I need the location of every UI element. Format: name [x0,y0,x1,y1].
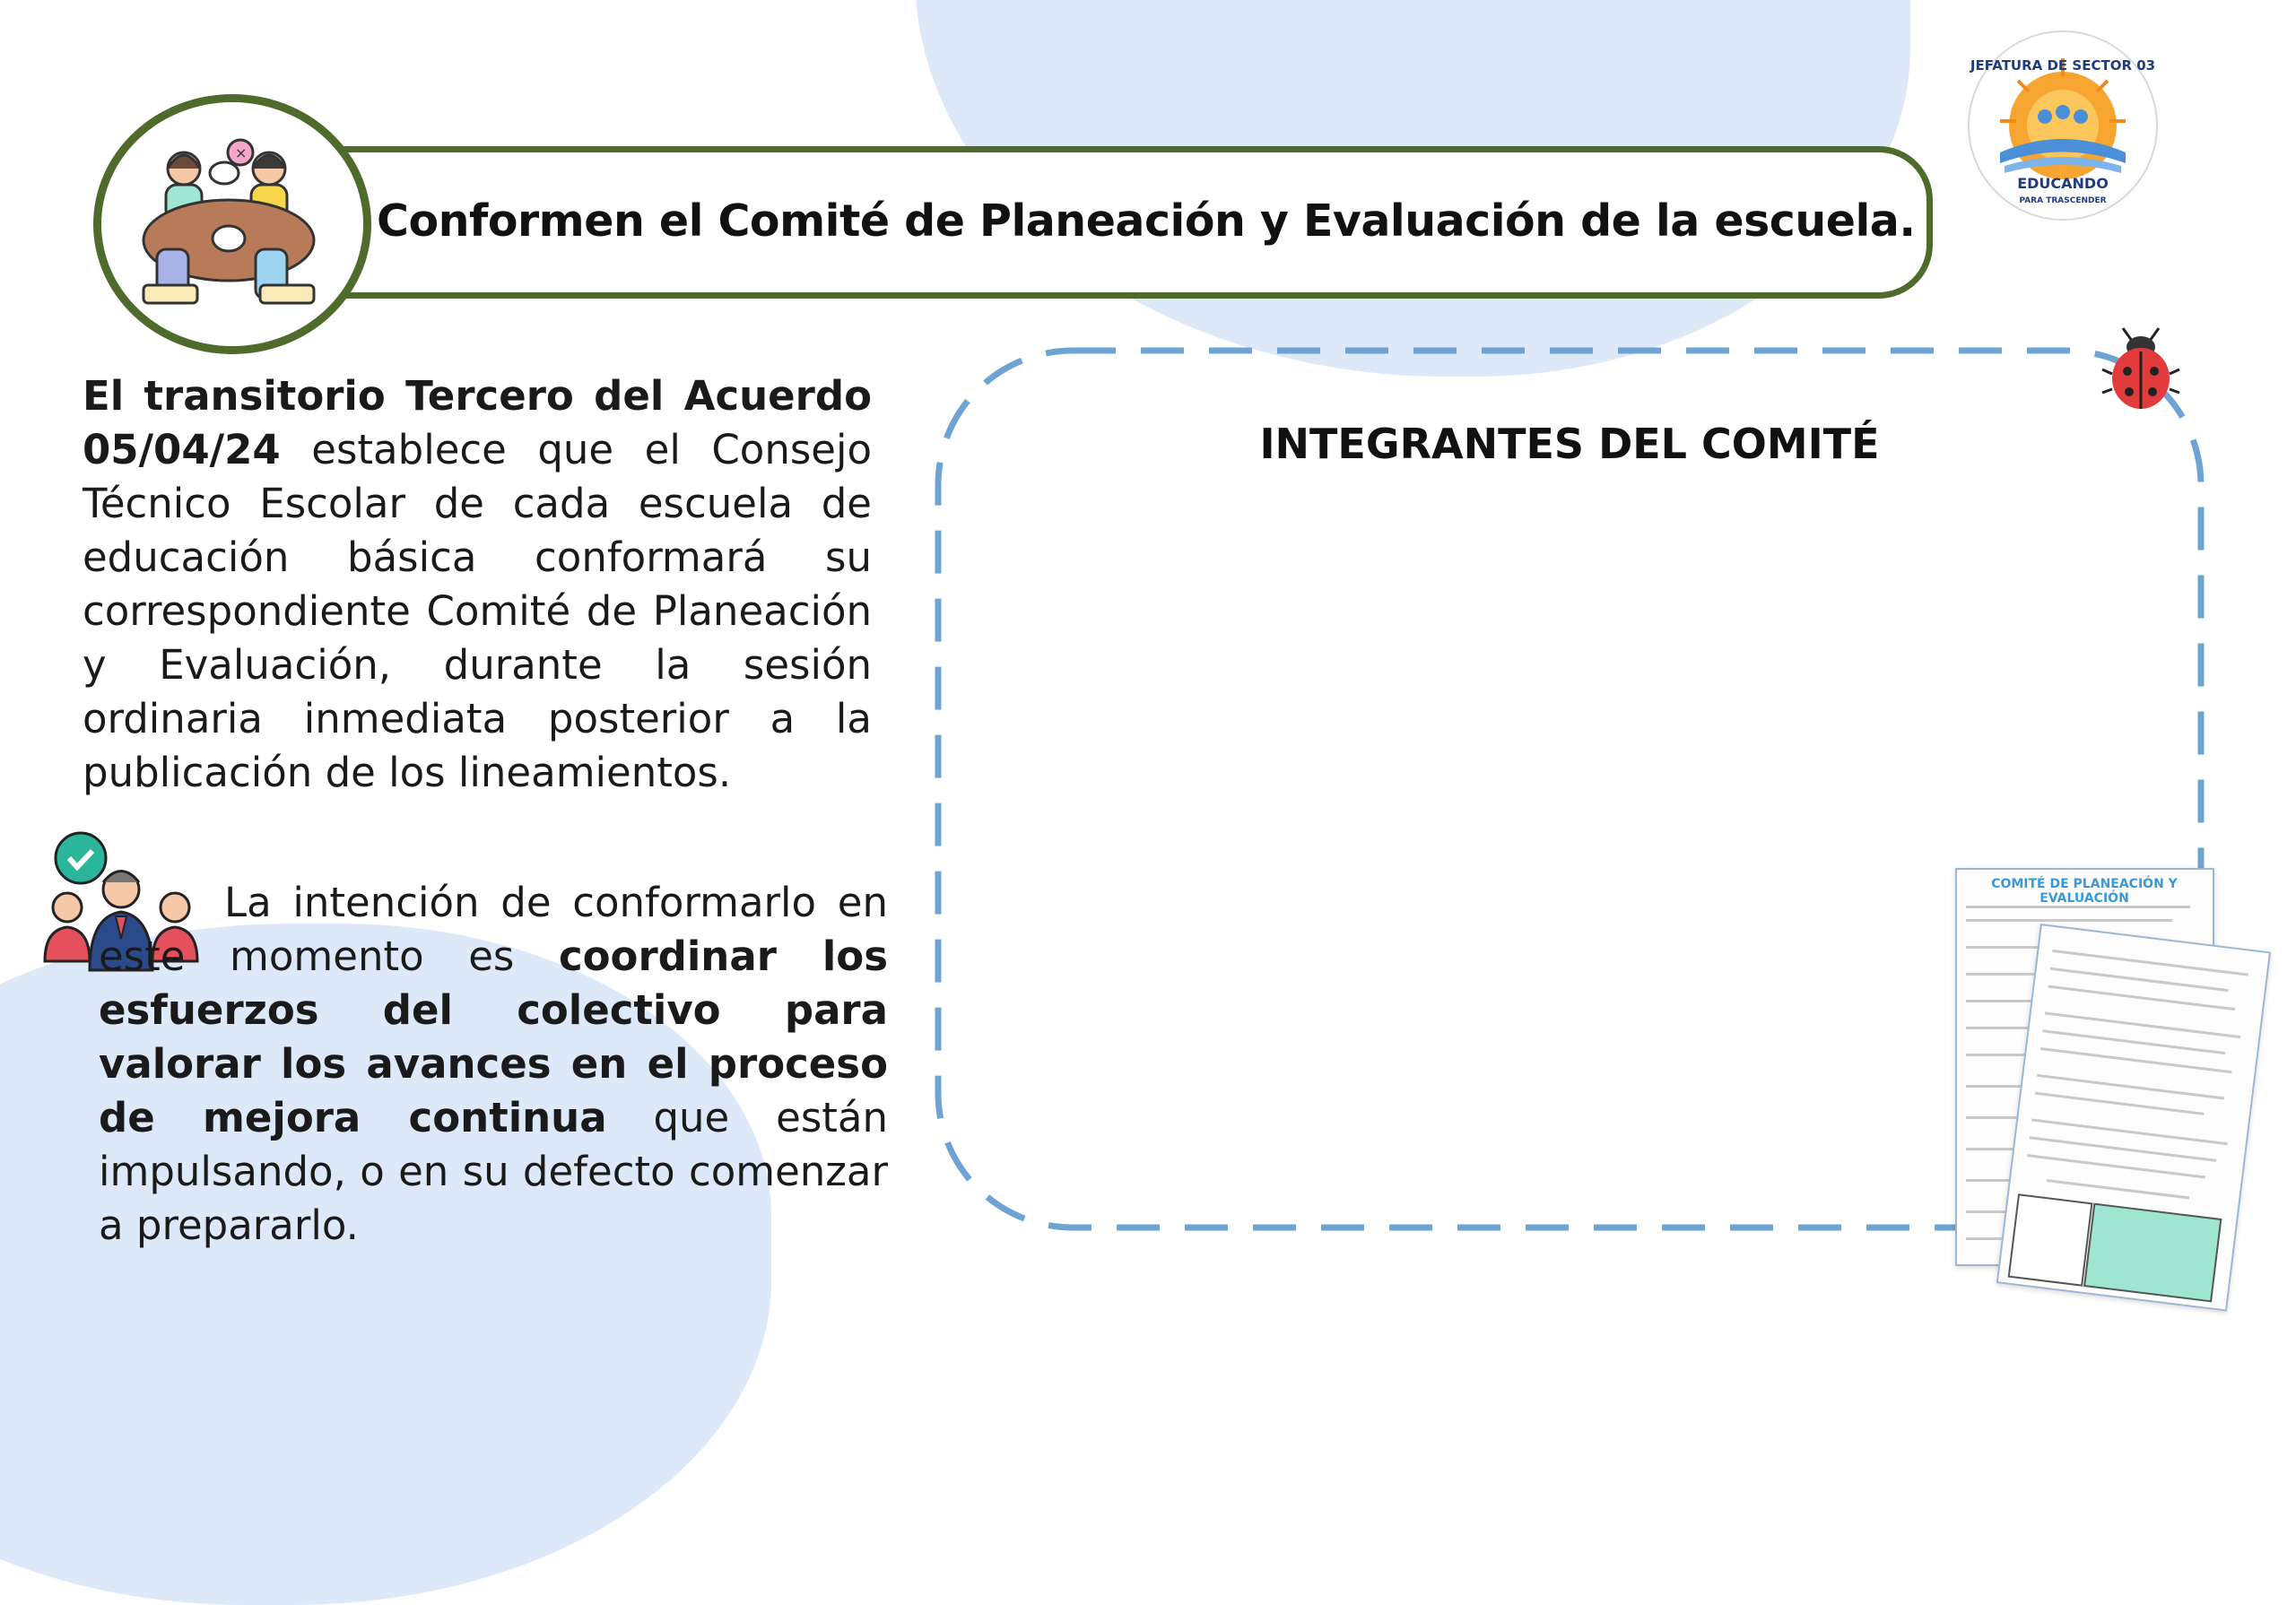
paragraph1-text: establece que el Consejo Técnico Escolar de cada escuela de educación básica conformará su correspondiente Comité de Planeación y Evaluación, durante la sesión ordinaria inmediata posterior a la publicación de los lineamientos. [83,426,872,796]
paragraph-transitorio [83,369,872,800]
page-title: Conformen el Comité de Planeación y Evaluación de la escuela. [377,195,1916,247]
paragraph2-text-start: La intención de conformarlo en este momento es [99,879,888,980]
logo-bottom-text: EDUCANDO [2017,175,2109,192]
meeting-icon [135,133,323,312]
paragraph-intencion [99,876,888,1253]
document-thumbnail-front [1996,924,2271,1312]
document-heading: COMITÉ DE PLANEACIÓN Y EVALUACIÓN [1991,877,2178,906]
paragraph2-bold: coordinar los esfuerzos del colectivo para valorar los avances en el proceso de mejora continua [99,933,888,1141]
logo-small-text: PARA TRASCENDER [2019,196,2107,205]
committee-title: INTEGRANTES DEL COMITÉ [1259,420,1880,468]
ladybug-icon [2100,325,2181,414]
svg-text:×: × [235,144,248,161]
paragraph1-bold: El transitorio Tercero del Acuerdo 05/04/24 [83,372,872,473]
paragraph2-text-end: que están impulsando, o en su defecto comenzar a prepararlo. [99,1094,888,1249]
logo-sun-icon [1964,27,2161,224]
logo-top-text: JEFATURA DE SECTOR 03 [1970,57,2156,74]
